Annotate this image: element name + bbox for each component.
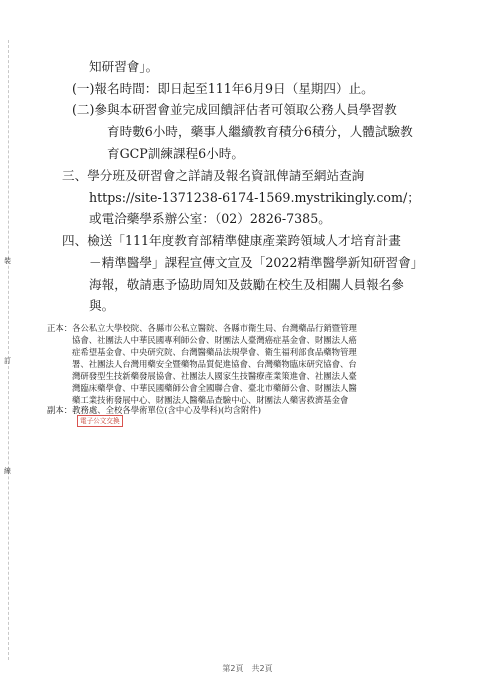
body-line: (二)參與本研習會並完成回饋評估者可領取公務人員學習教 [72, 102, 397, 117]
body-line: (一)報名時間：即日起至111年6月9日（星期四）止。 [72, 81, 374, 96]
body-line: －精準醫學」課程宣傳文宣及「2022精準醫學新知研習會」 [89, 255, 424, 270]
body-line: 育GCP訓練課程6小時。 [107, 146, 244, 161]
body-line: 三、學分班及研習會之詳請及報名資訊俾請至網站查詢 [62, 168, 365, 183]
recipients-line: 副本：教務處、全校各學術單位(含中心及學科)(均含附件) [47, 405, 262, 415]
body-line: 與。 [89, 298, 115, 313]
binding-mark-xian: 線 [4, 467, 11, 475]
binding-line [8, 40, 9, 660]
recipients-line: 署、社團法人台灣用藥安全暨藥物品質促進協會、台灣藥物臨床研究協會、台 [72, 359, 357, 369]
recipients-line: 正本：各公私立大學校院、各縣市公私立醫院、各縣市衛生局、台灣藥品行銷暨管理 [47, 323, 357, 333]
recipients-line: 協會、社團法人中華民國專利師公會、財團法人臺灣癌症基金會、財團法人癌 [72, 335, 357, 345]
binding-mark-zhuang: 裝 [4, 257, 11, 265]
body-line: 海報，敬請惠予協助周知及鼓勵在校生及相關人員報名參 [89, 277, 404, 292]
body-line: 四、檢送「111年度教育部精準健康產業跨領域人才培育計畫 [62, 233, 401, 248]
recipients-line: 灣臨床藥學會、中華民國藥師公會全國聯合會、臺北市藥師公會、財團法人醫 [72, 383, 357, 393]
body-line: 知研習會」。 [89, 59, 159, 74]
body-line: 育時數6小時，藥事人繼續教育積分6積分，人體試驗教 [107, 124, 413, 139]
binding-mark-ding: 訂 [4, 357, 11, 365]
body-line: 或電洽藥學系辦公室：（02）2826-7385。 [89, 211, 331, 226]
electronic-exchange-stamp: 電子公文交換 [77, 415, 123, 427]
body-line-url: https://site-1371238-6174-1569.mystrikingly.com/； [89, 190, 420, 205]
recipients-line: 藥工業技術發展中心、財團法人醫藥品查驗中心、財團法人藥害救濟基金會 [72, 395, 349, 405]
page-number: 第2頁 共2頁 [222, 664, 273, 673]
recipients-line: 症希望基金會、中央研究院、台灣醫藥品法規學會、衛生福利部食品藥物管理 [72, 347, 357, 357]
recipients-line: 灣研發型生技新藥發展協會、社團法人國家生技醫療產業策進會、社團法人臺 [72, 371, 357, 381]
